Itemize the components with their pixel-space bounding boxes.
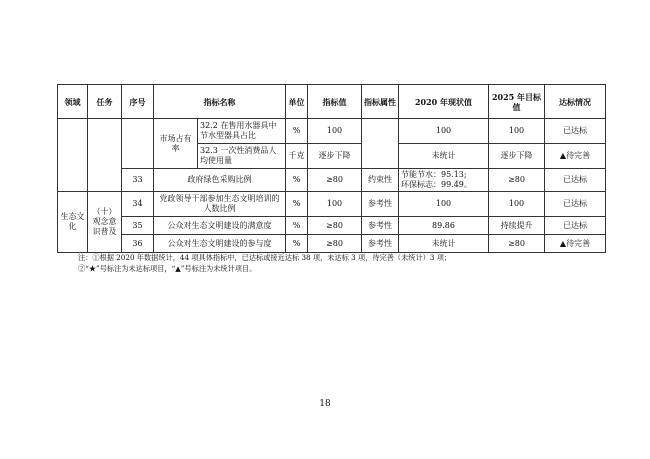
status-cell: 已达标 bbox=[545, 192, 606, 217]
table-notes bbox=[78, 252, 608, 274]
header-cell: 领域 bbox=[58, 85, 88, 119]
current-cell: 未统计 bbox=[399, 235, 489, 253]
no-cell: 35 bbox=[122, 217, 154, 235]
current-line: 环保标志：99.49。 bbox=[401, 180, 472, 189]
no-cell: 34 bbox=[122, 192, 154, 217]
target-cell: ≥80 bbox=[489, 169, 545, 192]
current-line: 节能节水：95.13; bbox=[401, 170, 467, 179]
value-cell: 100 bbox=[308, 192, 362, 217]
note-line: ②“★”号标注为未达标项目，“▲”号标注为未统计项目。 bbox=[78, 264, 257, 273]
domain-cell-empty bbox=[58, 119, 88, 192]
table-header-row bbox=[58, 85, 606, 119]
table-row bbox=[58, 217, 606, 235]
unit-cell: 千克 bbox=[286, 144, 308, 169]
attr-cell-empty bbox=[362, 119, 399, 169]
page-number: 18 bbox=[319, 399, 331, 409]
no-cell-empty bbox=[122, 119, 154, 169]
indicator-name: 32.2 在售用水器具中节水型器具占比 bbox=[198, 119, 286, 144]
unit-cell: % bbox=[286, 217, 308, 235]
header-cell: 2020 年现状值 bbox=[399, 85, 489, 119]
task-cell: （十）观念意识普及 bbox=[88, 192, 122, 253]
unit-cell: % bbox=[286, 192, 308, 217]
table-row bbox=[58, 169, 606, 192]
indicator-name: 党政领导干部参加生态文明培训的人数比例 bbox=[154, 192, 286, 217]
target-cell: 100 bbox=[489, 119, 545, 144]
current-cell: 89.86 bbox=[399, 217, 489, 235]
header-cell: 指标值 bbox=[308, 85, 362, 119]
domain-cell: 生态文化 bbox=[58, 192, 88, 253]
attr-cell: 参考性 bbox=[362, 217, 399, 235]
table-row bbox=[58, 235, 606, 253]
value-cell: ≥80 bbox=[308, 169, 362, 192]
current-cell bbox=[399, 169, 489, 192]
value-cell: 100 bbox=[308, 119, 362, 144]
no-cell: 36 bbox=[122, 235, 154, 253]
status-cell: 已达标 bbox=[545, 119, 606, 144]
task-cell-empty bbox=[88, 119, 122, 192]
current-cell: 100 bbox=[399, 192, 489, 217]
header-cell: 单位 bbox=[286, 85, 308, 119]
status-cell: 已达标 bbox=[545, 169, 606, 192]
header-cell: 达标情况 bbox=[545, 85, 606, 119]
target-cell: 100 bbox=[489, 192, 545, 217]
status-cell: ▲待完善 bbox=[545, 235, 606, 253]
unit-cell: % bbox=[286, 119, 308, 144]
indicator-name: 政府绿色采购比例 bbox=[154, 169, 286, 192]
header-cell: 指标名称 bbox=[154, 85, 286, 119]
table-row bbox=[58, 119, 606, 144]
target-cell: 持续提升 bbox=[489, 217, 545, 235]
current-cell: 100 bbox=[399, 119, 489, 144]
target-cell: ≥80 bbox=[489, 235, 545, 253]
status-cell: ▲待完善 bbox=[545, 144, 606, 169]
no-cell: 33 bbox=[122, 169, 154, 192]
value-cell: 逐步下降 bbox=[308, 144, 362, 169]
header-cell: 2025 年目标值 bbox=[489, 85, 545, 119]
unit-cell: % bbox=[286, 169, 308, 192]
header-cell: 序号 bbox=[122, 85, 154, 119]
status-cell: 已达标 bbox=[545, 217, 606, 235]
group-cell: 市场占有率 bbox=[154, 119, 198, 169]
note-line: 注：①根据 2020 年数据统计，44 项具体指标中，已达标或接近达标 38 项，未达标 3 项，待完善（未统计）3 项； bbox=[78, 253, 452, 262]
indicator-name: 公众对生态文明建设的满意度 bbox=[154, 217, 286, 235]
attr-cell: 参考性 bbox=[362, 192, 399, 217]
header-cell: 指标属性 bbox=[362, 85, 399, 119]
indicator-name: 32.3 一次性消费品人均使用量 bbox=[198, 144, 286, 169]
attr-cell: 参考性 bbox=[362, 235, 399, 253]
indicator-name: 公众对生态文明建设的参与度 bbox=[154, 235, 286, 253]
current-cell: 未统计 bbox=[399, 144, 489, 169]
attr-cell: 约束性 bbox=[362, 169, 399, 192]
value-cell: ≥80 bbox=[308, 217, 362, 235]
value-cell: ≥80 bbox=[308, 235, 362, 253]
table-row bbox=[58, 192, 606, 217]
indicator-table bbox=[57, 84, 606, 253]
target-cell: 逐步下降 bbox=[489, 144, 545, 169]
header-cell: 任务 bbox=[88, 85, 122, 119]
unit-cell: % bbox=[286, 235, 308, 253]
